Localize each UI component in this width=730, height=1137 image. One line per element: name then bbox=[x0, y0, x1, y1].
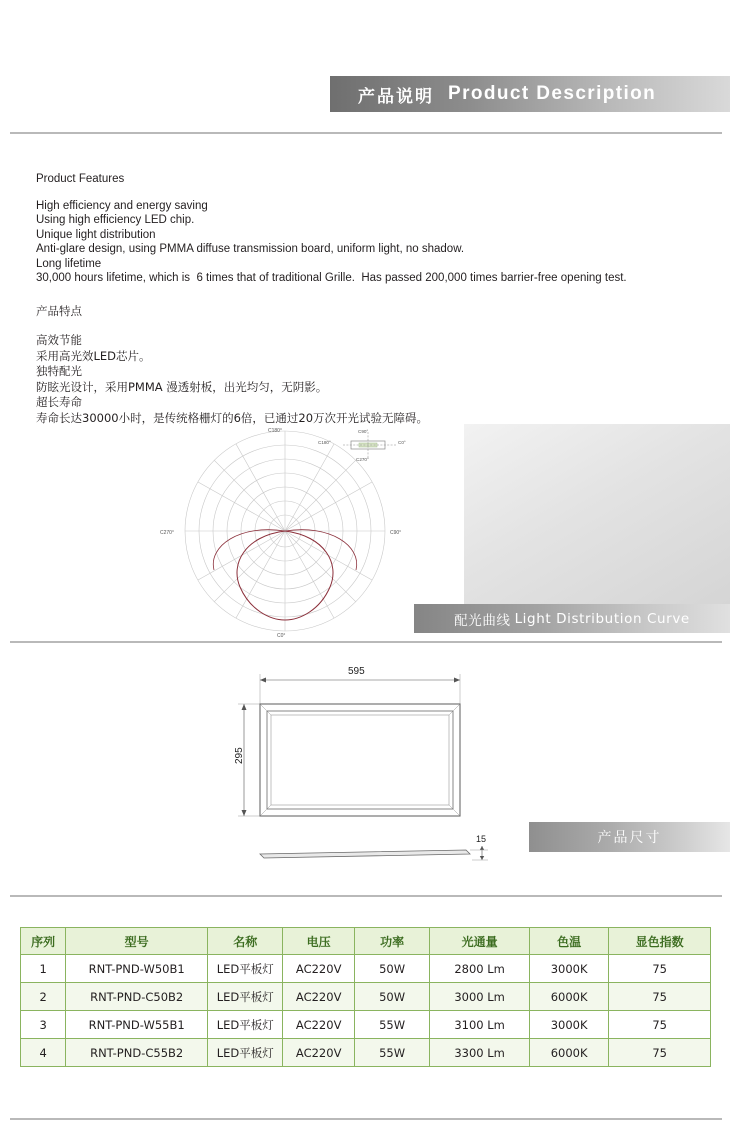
cell-name: LED平板灯 bbox=[208, 1011, 283, 1039]
mini-label-c0: C0° bbox=[398, 440, 406, 445]
table-header-cell-6: 色温 bbox=[529, 928, 608, 955]
cell-voltage: AC220V bbox=[283, 983, 354, 1011]
curve-caption-en: Light Distribution Curve bbox=[514, 610, 690, 627]
dimension-caption-bar bbox=[529, 822, 730, 852]
cell-name: LED平板灯 bbox=[208, 983, 283, 1011]
cell-model: RNT-PND-W55B1 bbox=[66, 1011, 208, 1039]
cell-name: LED平板灯 bbox=[208, 955, 283, 983]
feature-line-cn-1: 高效节能 bbox=[36, 333, 82, 347]
table-header-cell-4: 功率 bbox=[354, 928, 429, 955]
table-header-cell-2: 名称 bbox=[208, 928, 283, 955]
mini-label-c270: C270° bbox=[356, 457, 369, 462]
mini-label-c90: C90° bbox=[358, 429, 369, 434]
table-header-cell-7: 显色指数 bbox=[609, 928, 711, 955]
cell-cct: 6000K bbox=[529, 1039, 608, 1067]
table-header-cell-1: 型号 bbox=[66, 928, 208, 955]
mini-label-c180: C180° bbox=[318, 440, 331, 445]
divider-top bbox=[10, 132, 722, 134]
cell-lumen: 2800 Lm bbox=[430, 955, 530, 983]
divider-bottom bbox=[10, 895, 722, 897]
product-features-block-cn bbox=[36, 304, 686, 427]
table-row bbox=[21, 1039, 711, 1067]
cell-voltage: AC220V bbox=[283, 1039, 354, 1067]
cell-power: 55W bbox=[354, 1011, 429, 1039]
cell-power: 50W bbox=[354, 983, 429, 1011]
cell-power: 55W bbox=[354, 1039, 429, 1067]
product-dimension-drawing bbox=[230, 660, 520, 880]
cell-voltage: AC220V bbox=[283, 1011, 354, 1039]
dimension-caption-cn: 产品尺寸 bbox=[597, 830, 662, 846]
curve-axis-label-c270: C270° bbox=[160, 530, 174, 536]
curve-axis-label-c90: C90° bbox=[390, 530, 402, 536]
product-photo bbox=[464, 424, 730, 604]
cell-model: RNT-PND-C50B2 bbox=[66, 983, 208, 1011]
cell-lumen: 3300 Lm bbox=[430, 1039, 530, 1067]
divider-footer bbox=[10, 1118, 722, 1120]
table-row bbox=[21, 1011, 711, 1039]
feature-line-3: Unique light distribution bbox=[36, 228, 156, 241]
cell-cct: 3000K bbox=[529, 955, 608, 983]
curve-caption-bar bbox=[414, 604, 730, 633]
table-header-cell-5: 光通量 bbox=[430, 928, 530, 955]
table-header-cell-0: 序列 bbox=[21, 928, 66, 955]
dimension-width-label: 595 bbox=[348, 666, 365, 677]
table-header-cell-3: 电压 bbox=[283, 928, 354, 955]
cell-seq: 1 bbox=[21, 955, 66, 983]
cell-lumen: 3100 Lm bbox=[430, 1011, 530, 1039]
curve-orientation-mini-diagram bbox=[318, 428, 418, 462]
feature-line-cn-3: 独特配光 bbox=[36, 364, 82, 378]
cell-lumen: 3000 Lm bbox=[430, 983, 530, 1011]
features-heading-cn: 产品特点 bbox=[36, 303, 82, 318]
feature-line-cn-4: 防眩光设计，采用PMMA 漫透射板，出光均匀，无阴影。 bbox=[36, 379, 328, 394]
table-row bbox=[21, 955, 711, 983]
feature-line-5: Long lifetime bbox=[36, 257, 102, 270]
cell-voltage: AC220V bbox=[283, 955, 354, 983]
feature-line-4: Anti-glare design, using PMMA diffuse transmission board, uniform light, no shadow. bbox=[36, 243, 465, 255]
cell-seq: 4 bbox=[21, 1039, 66, 1067]
curve-caption-cn: 配光曲线 bbox=[454, 612, 511, 629]
features-heading: Product Features bbox=[36, 173, 125, 185]
feature-line-2: Using high efficiency LED chip. bbox=[36, 214, 195, 226]
cell-model: RNT-PND-C55B2 bbox=[66, 1039, 208, 1067]
cell-seq: 2 bbox=[21, 983, 66, 1011]
header-title-en: Product Description bbox=[448, 83, 657, 104]
product-features-block bbox=[36, 172, 686, 426]
curve-axis-label-c0: C0° bbox=[277, 633, 286, 639]
dimension-height-label: 295 bbox=[234, 747, 245, 764]
cell-cct: 3000K bbox=[529, 1011, 608, 1039]
feature-line-cn-2: 采用高光效LED芯片。 bbox=[36, 348, 151, 363]
dimension-thickness-label: 15 bbox=[476, 834, 487, 844]
table-header-row bbox=[21, 928, 711, 955]
cell-model: RNT-PND-W50B1 bbox=[66, 955, 208, 983]
cell-name: LED平板灯 bbox=[208, 1039, 283, 1067]
feature-line-6: 30,000 hours lifetime, which is 6 times that of traditional Grille. Has passed 200,000 times barrier-free opening test. bbox=[36, 272, 627, 284]
feature-line-cn-6: 寿命长达30000小时，是传统格栅灯的6倍，已通过20万次开光试验无障碍。 bbox=[36, 410, 429, 425]
specification-table bbox=[20, 927, 711, 1067]
divider-middle bbox=[10, 641, 722, 643]
cell-seq: 3 bbox=[21, 1011, 66, 1039]
page-header-banner bbox=[330, 76, 730, 112]
header-title-cn: 产品说明 bbox=[358, 86, 434, 107]
cell-cri: 75 bbox=[609, 955, 711, 983]
cell-cri: 75 bbox=[609, 1011, 711, 1039]
cell-cri: 75 bbox=[609, 983, 711, 1011]
cell-cri: 75 bbox=[609, 1039, 711, 1067]
feature-line-1: High efficiency and energy saving bbox=[36, 199, 208, 212]
curve-axis-label-c180: C180° bbox=[268, 428, 282, 434]
cell-cct: 6000K bbox=[529, 983, 608, 1011]
cell-power: 50W bbox=[354, 955, 429, 983]
feature-line-cn-5: 超长寿命 bbox=[36, 395, 82, 409]
table-row bbox=[21, 983, 711, 1011]
